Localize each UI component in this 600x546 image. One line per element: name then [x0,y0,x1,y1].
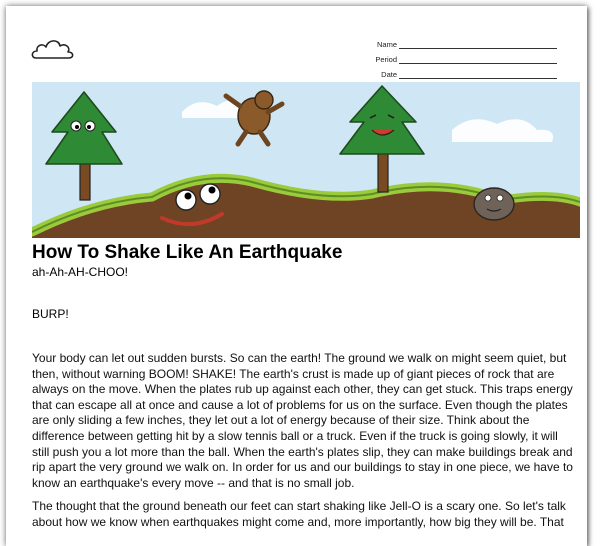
date-label: Date [381,70,397,79]
interjection-text: BURP! [32,307,69,321]
date-field[interactable] [375,64,557,79]
name-field[interactable] [375,34,557,49]
cartoon-banner-illustration [32,82,580,238]
period-field[interactable] [375,49,557,64]
article-paragraph: Your body can let out sudden bursts. So can the earth! The ground we walk on might seem quiet, but then, without warning BOOM! SHAKE! The earth's crust is made up of giant pieces of rock that are always on the move. When the plates rub up against each other, they can get stuck. This traps energy that can escape all at once and cause a lot of problems for us on the surface. Even though the plates are only sliding a few inches, they let out a lot of energy because of their size. Think about the difference between getting hit by a slow tennis ball or a truck. Even if the truck is going slowly, it will still push you a lot more than the ball. When the earth's plates slip, they can make buildings break and rip apart the very ground we walk on. In order for us and our buildings to stay in one piece, we have to know an earthquake's every move -- and that is no small job. [32,351,573,490]
worksheet-page [6,6,587,546]
article-paragraph: The thought that the ground beneath our feet can start shaking like Jell-O is a scary one. So let's talk about how we know when earthquakes might come and, more importantly, how big they will be. That [32,499,566,529]
rock-character [474,188,514,220]
student-info-fields [375,34,557,79]
period-line[interactable] [399,55,557,64]
period-label: Period [375,55,397,64]
cloud-icon [30,34,76,64]
name-line[interactable] [399,40,557,49]
article-subtitle: ah-Ah-AH-CHOO! [32,265,129,279]
article-title: How To Shake Like An Earthquake [32,242,343,263]
date-line[interactable] [399,70,557,79]
name-label: Name [376,40,397,49]
